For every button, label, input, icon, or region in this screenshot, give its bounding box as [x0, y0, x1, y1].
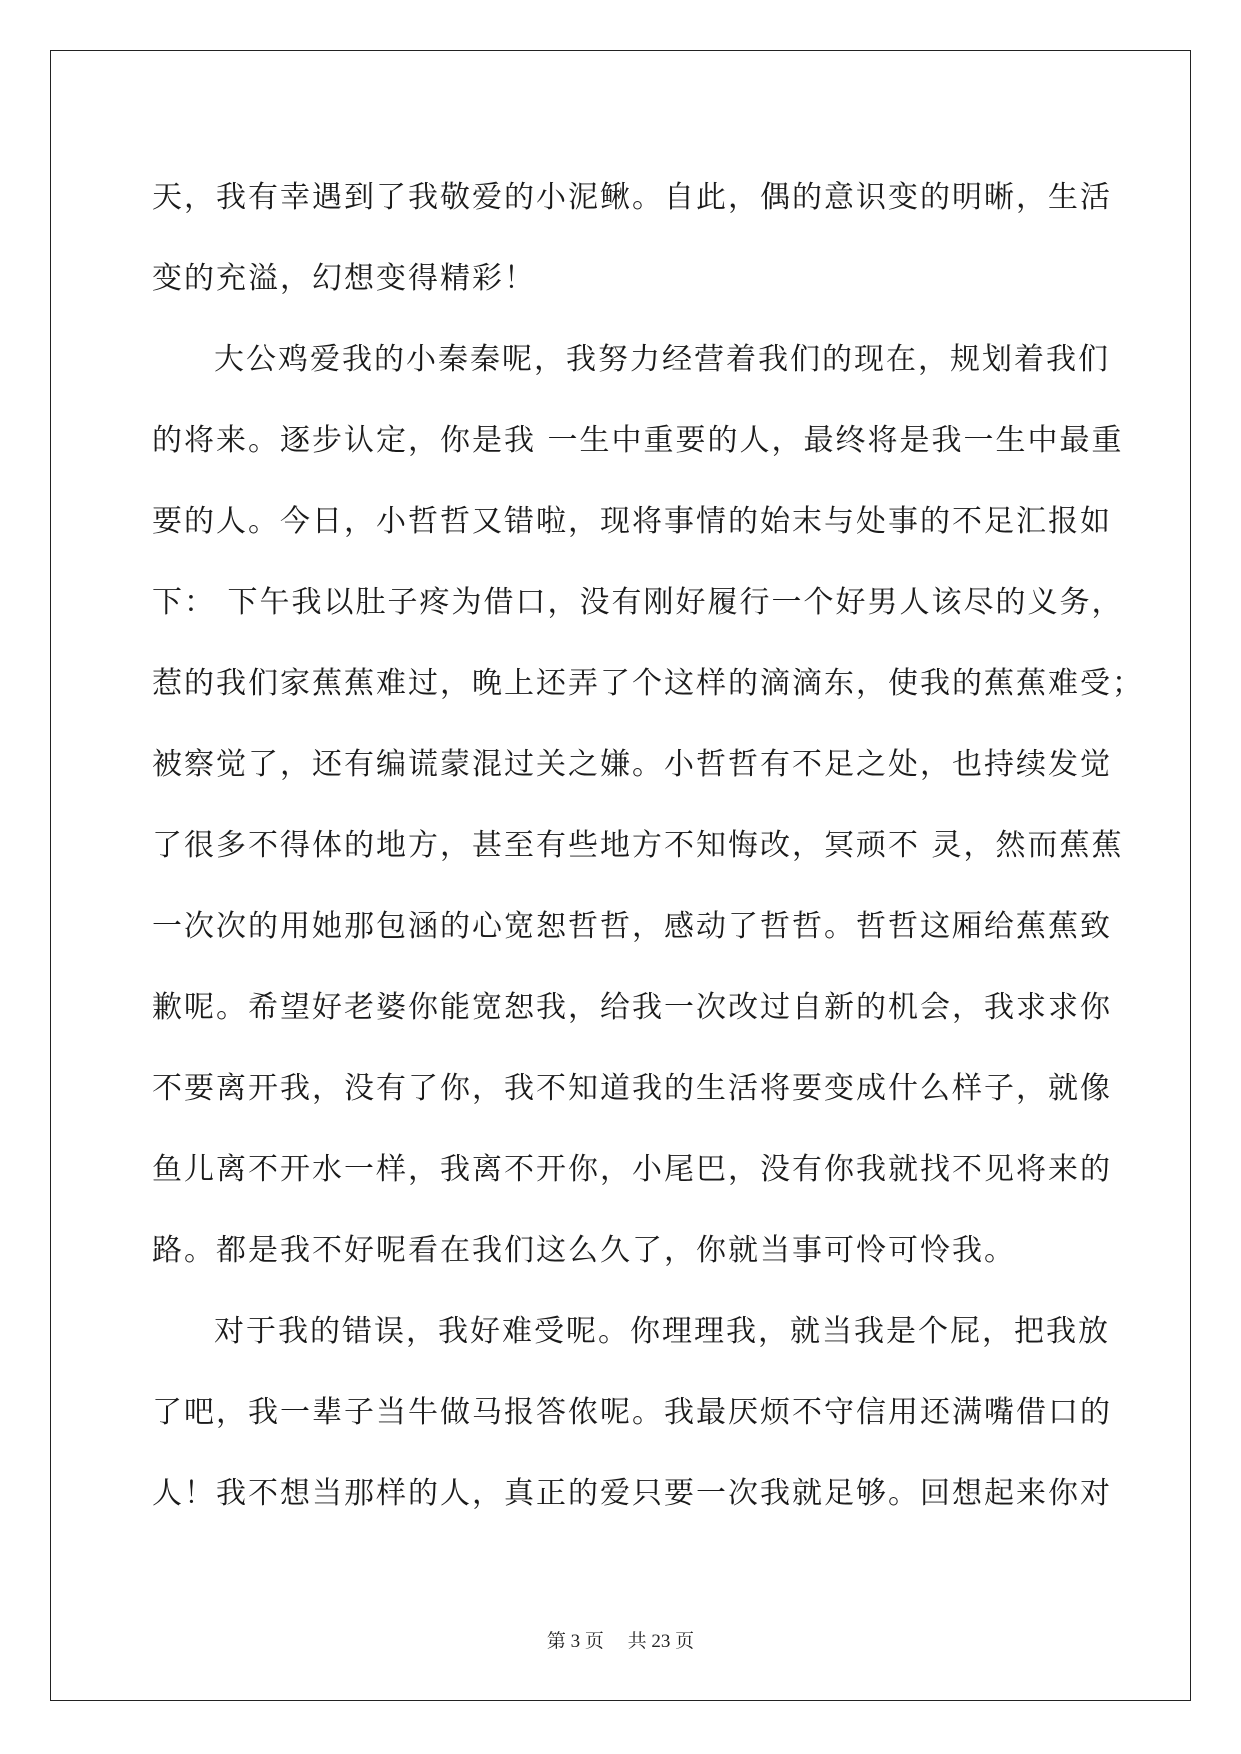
text-line-7: 惹的我们家蕉蕉难过，晚上还弄了个这样的滴滴东，使我的蕉蕉难受； — [152, 666, 1144, 701]
text-line-13: 鱼儿离不开水一样，我离不开你，小尾巴，没有你我就找不见将来的 — [152, 1152, 1112, 1187]
text-line-9: 了很多不得体的地方，甚至有些地方不知悔改，冥顽不 灵，然而蕉蕉 — [152, 828, 1124, 863]
text-line-10: 一次次的用她那包涵的心宽恕哲哲，感动了哲哲。哲哲这厢给蕉蕉致 — [152, 909, 1112, 944]
text-line-1: 天，我有幸遇到了我敬爱的小泥鳅。自此，偶的意识变的明晰，生活 — [152, 180, 1112, 215]
text-line-15: 对于我的错误，我好难受呢。你理理我，就当我是个屁，把我放 — [214, 1314, 1110, 1349]
text-line-11: 歉呢。希望好老婆你能宽恕我，给我一次改过自新的机会，我求求你 — [152, 990, 1112, 1025]
text-line-2: 变的充溢，幻想变得精彩！ — [152, 261, 536, 296]
page-number-footer: 第 3 页 共 23 页 — [546, 1631, 695, 1652]
text-line-17: 人！我不想当那样的人，真正的爱只要一次我就足够。回想起来你对 — [152, 1476, 1112, 1511]
text-line-4: 的将来。逐步认定，你是我 一生中重要的人，最终将是我一生中最重 — [152, 423, 1124, 458]
text-line-16: 了吧，我一辈子当牛做马报答侬呢。我最厌烦不守信用还满嘴借口的 — [152, 1395, 1112, 1430]
text-line-8: 被察觉了，还有编谎蒙混过关之嫌。小哲哲有不足之处，也持续发觉 — [152, 747, 1112, 782]
text-line-6: 下： 下午我以肚子疼为借口，没有刚好履行一个好男人该尽的义务， — [152, 585, 1124, 620]
text-line-3: 大公鸡爱我的小秦秦呢，我努力经营着我们的现在，规划着我们 — [214, 342, 1110, 377]
text-line-14: 路。都是我不好呢看在我们这么久了，你就当事可怜可怜我。 — [152, 1233, 1016, 1268]
text-line-5: 要的人。今日，小哲哲又错啦，现将事情的始末与处事的不足汇报如 — [152, 504, 1112, 539]
text-line-12: 不要离开我，没有了你，我不知道我的生活将要变成什么样子，就像 — [152, 1071, 1112, 1106]
document-body — [152, 157, 1144, 1534]
